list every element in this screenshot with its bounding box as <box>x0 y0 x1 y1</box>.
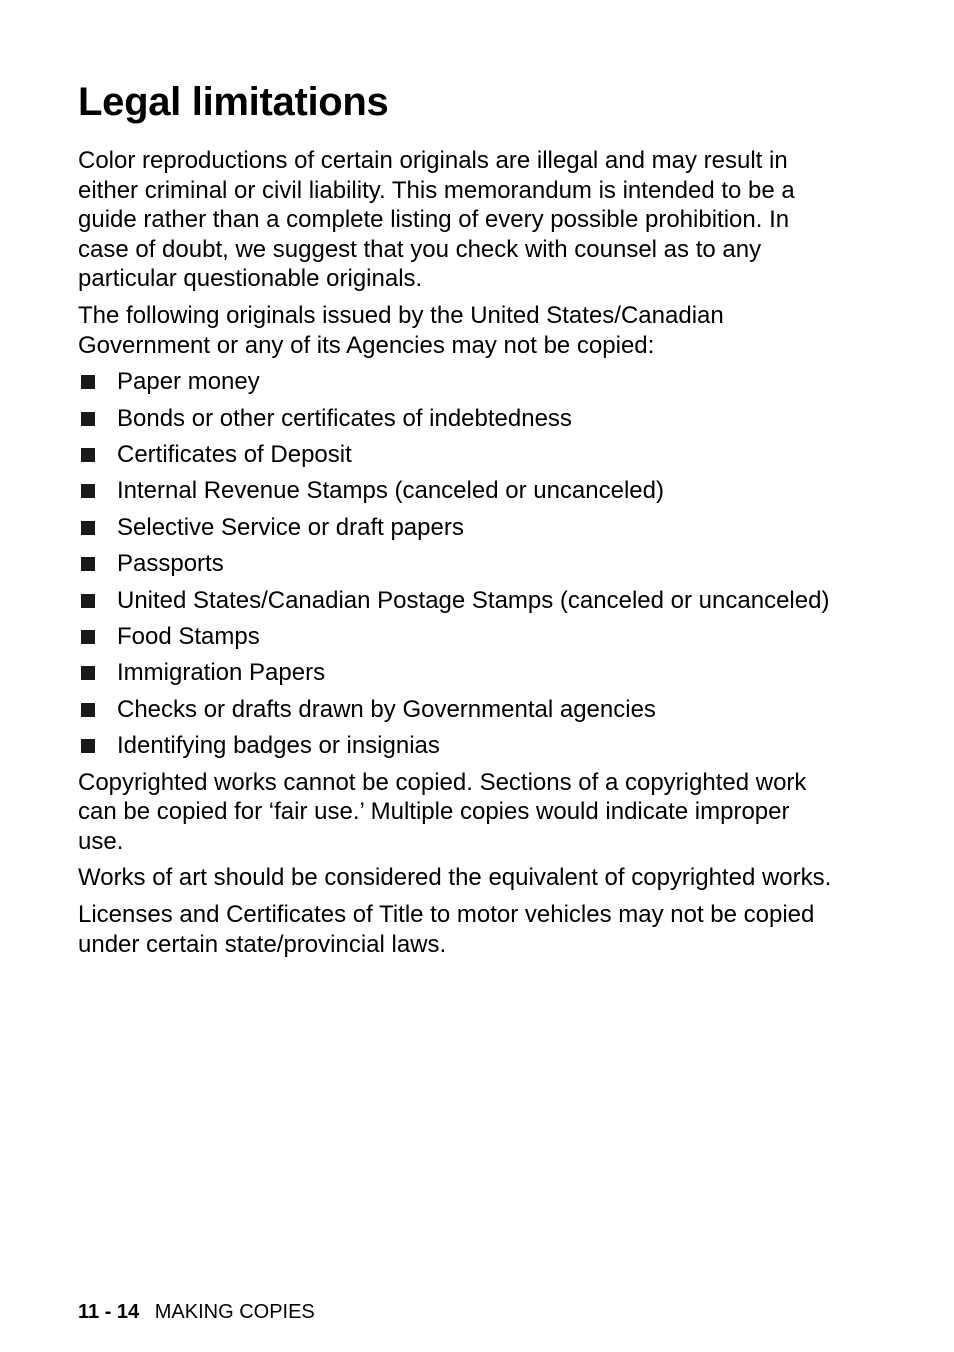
list-item <box>78 586 838 616</box>
prohibited-originals-list <box>78 367 838 761</box>
square-bullet-icon <box>81 448 95 462</box>
closing-paragraph: Copyrighted works cannot be copied. Sections of a copyrighted work can be copied for ‘fair use.’ Multiple copies would indicate improper use. <box>78 768 807 855</box>
closing-paragraph: Licenses and Certificates of Title to motor vehicles may not be copied under certain state/provincial laws. <box>78 901 815 958</box>
closing-paragraph: Works of art should be considered the equivalent of copyrighted works. <box>78 864 832 892</box>
list-item-text: Identifying badges or insignias <box>117 732 440 760</box>
list-item-text: Immigration Papers <box>117 659 326 687</box>
page-title: Legal limitations <box>78 80 389 124</box>
intro-paragraph: Color reproductions of certain originals are illegal and may result in either criminal or civil liability. This memorandum is intended to be a guide rather than a complete listing of every possible prohibition. In case of doubt, we suggest that you check with counsel as to any particular questionable originals. <box>78 147 795 293</box>
square-bullet-icon <box>81 630 95 644</box>
list-item <box>78 731 838 761</box>
intro-paragraph: The following originals issued by the United States/Canadian Government or any of its Agencies may not be copied: <box>78 301 724 359</box>
square-bullet-icon <box>81 375 95 389</box>
list-item-text: Paper money <box>117 368 260 396</box>
list-item-text: Certificates of Deposit <box>117 440 352 468</box>
list-item <box>78 367 838 397</box>
square-bullet-icon <box>81 484 95 498</box>
list-item-text: Passports <box>117 550 224 578</box>
list-item <box>78 658 838 688</box>
section-title: MAKING COPIES <box>154 1301 315 1323</box>
list-item-text: Food Stamps <box>117 622 260 650</box>
square-bullet-icon <box>81 521 95 535</box>
list-item <box>78 404 838 434</box>
list-item-text: Bonds or other certificates of indebtedness <box>117 404 572 432</box>
list-item <box>78 622 838 652</box>
square-bullet-icon <box>81 739 95 753</box>
page-footer <box>78 1300 315 1324</box>
list-item-text: Checks or drafts drawn by Governmental agencies <box>117 695 656 723</box>
page-content <box>78 78 838 966</box>
square-bullet-icon <box>81 666 95 680</box>
list-item-text: Selective Service or draft papers <box>117 513 464 541</box>
list-item <box>78 695 838 725</box>
square-bullet-icon <box>81 703 95 717</box>
list-item <box>78 513 838 543</box>
list-item-text: United States/Canadian Postage Stamps (canceled or uncanceled) <box>117 586 830 614</box>
list-item-text: Internal Revenue Stamps (canceled or uncanceled) <box>117 477 664 505</box>
square-bullet-icon <box>81 594 95 608</box>
page-number: 11 - 14 <box>78 1301 140 1323</box>
list-item <box>78 476 838 506</box>
list-item <box>78 549 838 579</box>
square-bullet-icon <box>81 412 95 426</box>
square-bullet-icon <box>81 557 95 571</box>
list-item <box>78 440 838 470</box>
